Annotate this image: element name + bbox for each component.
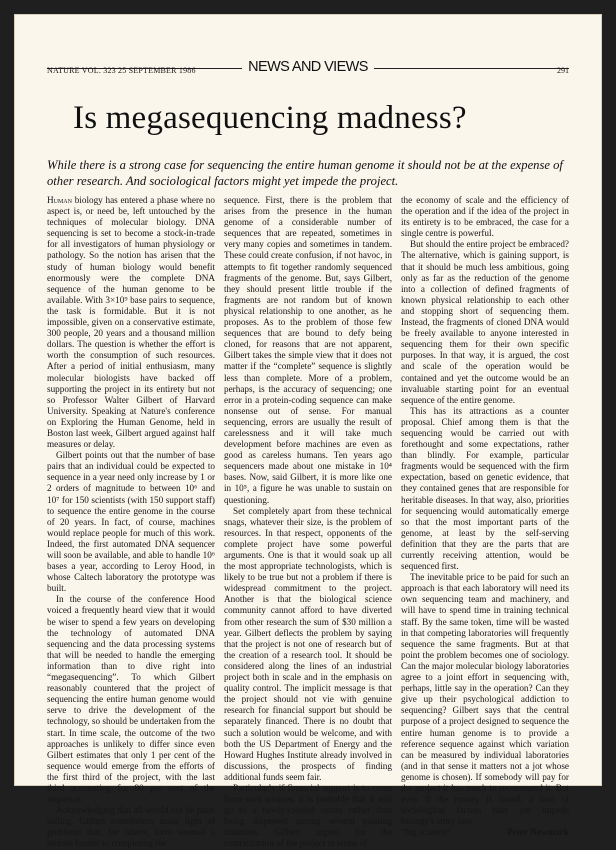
page-header (47, 58, 569, 80)
column-2 (224, 195, 392, 850)
lead-word: Human (47, 195, 72, 205)
article-body (47, 195, 569, 850)
column-3 (401, 195, 569, 850)
section-title: NEWS AND VIEWS (242, 59, 374, 75)
article-title: Is megasequencing madness? (73, 100, 467, 136)
paragraph: The inevitable price to be paid for such an approach is that each laboratory will need its own sequencing team and machinery, and will have to spend time in training technical staff. By the same token, time will be wasted in that competing laboratories will frequently sequence the same fragments. But at that point the problem becomes one of sociology. Can the major molecular biology laboratories agree to a joint effort in sequencing with, perhaps, little say in the operation? Can they give up their psychological addiction to sequencing? Gilbert says that the central purpose of a project designed to sequence the entire human genome is to provide a reference sequence against which variation can be measured by individual laboratories (and in that sense it matters not a jot whose genome is chosen). If somebody will pay for the project it has much to recommend it. But even if the money is found, a host of sociological factors may yet impede biology's entry into (401, 572, 569, 827)
paragraph: Particularly if financial support is to come from such sources, it is probable that it will go to a newly-created centre rather than being dispersed among several existing institutes. Gilbert argues for the centralization of the project in terms of (224, 782, 392, 849)
page-number: 291 (557, 66, 569, 75)
journal-citation: NATURE VOL. 323 25 SEPTEMBER 1986 (47, 66, 196, 75)
paragraph: sequence. First, there is the problem that arises from the presence in the human genome of a considerable number of sequences that are repeated, sometimes in very many copies and sometimes in tandem. These could create confusion, if not havoc, in attempts to fit together randomly sequenced fragments of the genome. But, says Gilbert, they should present little trouble if the fragments are not random but of known physical relationship to one another, as he proposes. As to the problem of those few sequences that are bound to defy being cloned, for reasons that are not apparent, Gilbert takes the simple view that it does not matter if the “complete” sequence is slightly less than complete. More of a problem, perhaps, is the accuracy of sequencing; one error in a protein-coding sequence can make nonsense out of sense. For manual sequencing, errors are usually the result of carelessness and it will take much development before machines are even as good as careless humans. Ten years ago sequencers made about one mistake in 10⁴ bases. Now, said Gilbert, it is more like one in 10⁵, a figure he was unable to sustain on questioning. (224, 195, 392, 505)
journal-page (14, 14, 602, 849)
paragraph: Human biology has entered a phase where no aspect is, or need be, left untouched by the techniques of molecular biology. DNA sequencing is set to become a stock-in-trade for all investigators of human physiology or pathology. So the notion has arisen that the study of human biology would benefit enormously were the complete DNA sequence of the human genome to be available. With 3×10⁹ base pairs to sequence, the task is formidable. But it is not impossible, given on a conservative estimate, 300 people, 20 years and a thousand million dollars. The question is whether the effort is worth the consumption of such resources. After a period of initial enthusiasm, many molecular biologists have backed off supporting the project in its entirety but not so Professor Walter Gilbert of Harvard University. Speaking at Nature's conference on Exploring the Human Genome, held in Boston last week, Gilbert argued against half measures or delay. (47, 195, 215, 450)
paragraph: Gilbert points out that the number of base pairs that an individual could be expected to sequence in a year need only increase by 1 or 2 orders of magnitude to between 10⁶ and 10⁷ for 150 scientists (with 150 support staff) to sequence the entire genome in the course of 20 years. In fact, of course, machines would replace people for much of this work. Indeed, the first automated DNA sequencer will soon be available, and able to handle 10⁶ bases a year, according to Leroy Hood, in whose Caltech laboratory the prototype was built. (47, 450, 215, 594)
column-1 (47, 195, 215, 850)
paragraph: But should the entire project be embraced? The alternative, which is gaining support, is that it should be much less ambitious, going only as far as the reduction of the genome into a collection of defined fragments of known physical relationship to each other and stopping short of sequencing them. Instead, the fragments of cloned DNA would be freely available to anyone interested in sequencing them for their own specific purposes. In that way, it is argued, the cost and scale of the operation would be contained and yet the outcome would be an invaluable starting point for an eventual sequence of the entire genome. (401, 239, 569, 405)
standfirst: While there is a strong case for sequencing the entire human genome it should not be at the expense of other research. And sociological factors might yet impede the project. (47, 158, 563, 188)
paragraph: Acknowledging that all would not be plain sailing, Gilbert nonetheless made light of problems that, for others, have seemed a serious barrier to completing the (47, 805, 215, 849)
paragraph: Set completely apart from these technical snags, whatever their size, is the problem of resources. In that respect, opponents of the complete project have some powerful arguments. One is that it would soak up all the most appropriate technologists, which is likely to be true but not a problem if there is widespread commitment to the project. Another is that the biological science community cannot afford to have diverted from other research the sum of $30 million a year. Gilbert deflects the problem by saying that the project is not one of research but of the creation of a research tool. It should be considered along the lines of an industrial project both in scale and in the emphasis on quality control. The implicit message is that the project should not vie with genuine research for financial support but should be separately financed. There is no doubt that such a solution would be welcome, and with both the US Department of Energy and the Howard Hughes Institute already involved in discussions, the prospects of finding additional funds seem fair. (224, 505, 392, 782)
paragraph: In the course of the conference Hood voiced a frequently heard view that it would be wiser to spend a few years on developing the technology of automated DNA sequencing and the data processing systems that will be needed to handle the emerging information than to dive right into “megasequencing”. To which Gilbert reasonably countered that the project of sequencing the entire human genome would serve to drive the development of the technology, so should be undertaken from the start. In time scale, the outcome of the two approaches is unlikely to differ since even Gilbert estimates that only 1 per cent of the sequence would emerge from the efforts of the first third of the project, with the last third accounting for 90 per cent of the sequence. (47, 594, 215, 805)
paragraph: the economy of scale and the efficiency of the operation and if the idea of the project in its entirety is to be embraced, the case for a single centre is powerful. (401, 195, 569, 239)
signature-line (401, 827, 569, 838)
author-name: Peter Newmark (507, 827, 569, 838)
paragraph: This has its attractions as a counter proposal. Chief among them is that the sequencing would be carried out with forethought and some expectations, rather than blindly. For example, particular fragments would be sequenced with the firm expectation, based on genetic evidence, that they contained genes that are responsible for heritable diseases. In that way, also, priorities for sequencing would automatically emerge so that the most important parts of the genome, at least by the self-serving definition that they are the parts that are currently receiving attention, would be sequenced first. (401, 405, 569, 572)
last-line: “big science”. (401, 827, 453, 838)
